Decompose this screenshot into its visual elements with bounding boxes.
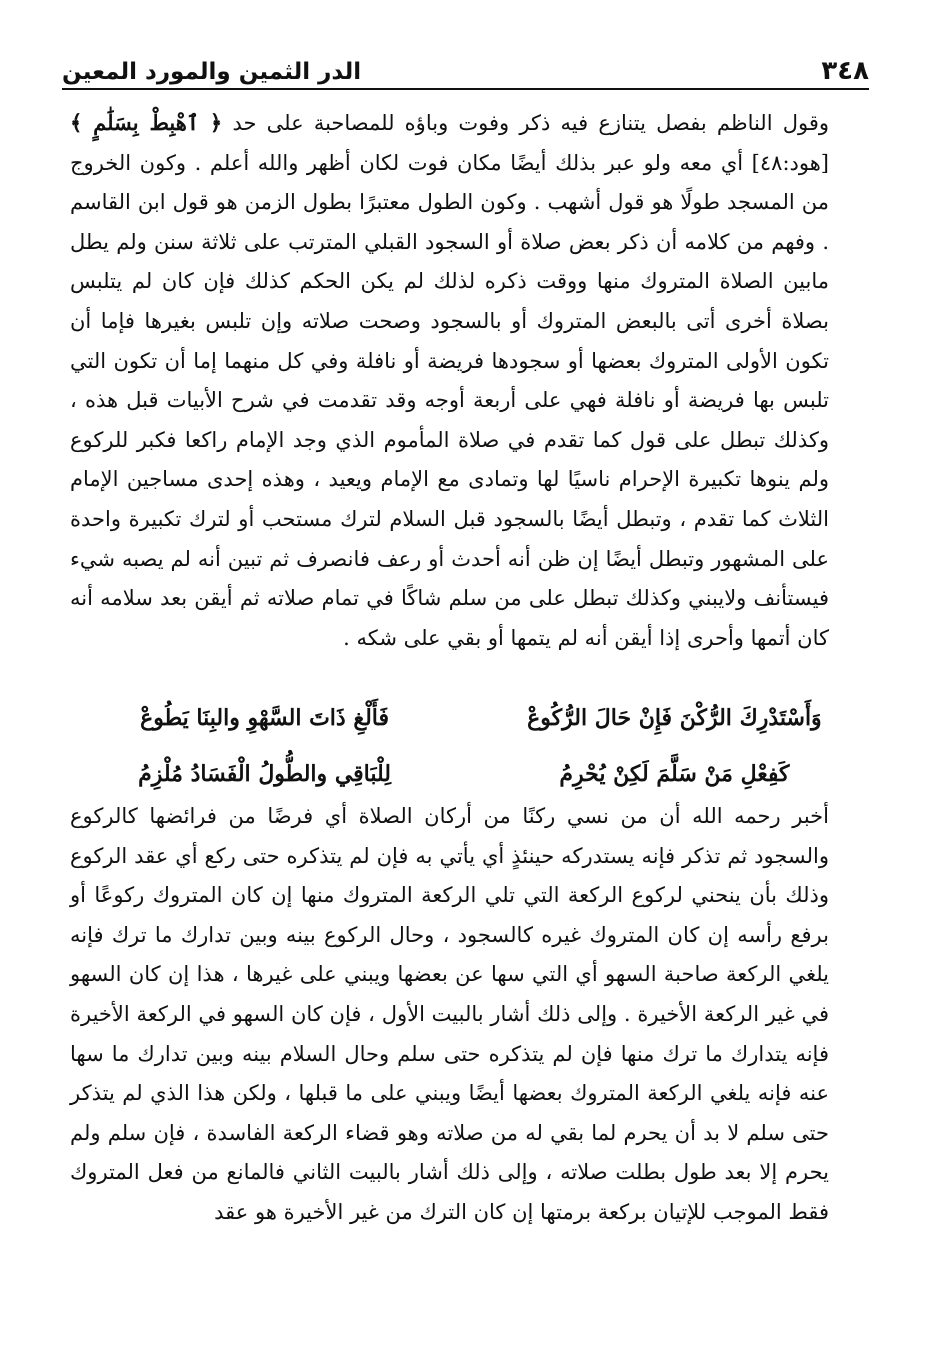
page-number: ٣٤٨ (821, 56, 869, 86)
verse-line (90, 746, 849, 802)
running-title: الدر الثمين والمورد المعين (62, 59, 362, 85)
commentary-paragraph-1 (70, 103, 863, 658)
commentary-opening: وقول الناظم بفصل يتنازع فيه ذكر وفوت وباؤه للمصاحبة على حد (232, 111, 830, 135)
commentary-text: أخبر رحمه الله أن من نسي ركنًا من أركان الصلاة أي فرضًا من فرائضها كالركوع والسجود ثم تذكر فإنه يستدركه حينئذٍ أي يأتي به فإن لم يتذكره حتى ركع أي عقد الركوع وذلك بأن ينحني لركوع الركعة التي تلي الركعة المتروك منها إن كان المتروك ركوعًا أو برفع رأسه إن كان المتروك غيره كالسجود ، وحال الركوع بينه وبين تدارك ما ترك فإنه يلغي الركعة صاحبة السهو أي التي سها عن بعضها ويبني على غيرها ، هذا إن كان السهو في غير الركعة الأخيرة . وإلى ذلك أشار بالبيت الأول ، فإن كان السهو في الركعة الأخيرة فإنه يتدارك ما ترك منها فإن لم يتذكره حتى سلم وحال السلام بينه وبين تدارك ما سها عنه فإنه يلغي الركعة المتروك بعضها أيضًا ويبني على ما قبلها ، ولكن هذا الذي لم يتذكر حتى سلم لا بد أن يحرم لما بقي له من صلاته وهو قضاء الركعة الفاسدة ، فإن سلم ولم يحرم إلا بعد طول بطلت صلاته ، وإلى ذلك أشار بالبيت الثاني فالمانع من فعل المتروك فقط الموجب للإتيان بركعة برمتها إن كان الترك من غير الأخيرة هو عقد (70, 804, 829, 1224)
commentary-body: [هود:٤٨] أي معه ولو عبر بذلك أيضًا مكان فوت لكان أظهر والله أعلم . وكون الخروج من المسجد طولًا هو قول أشهب . وكون الطول معتبرًا بطول الزمن هو قول ابن القاسم . وفهم من كلامه أن ذكر بعض صلاة أو السجود القبلي المترتب على ثلاثة سنن ولم يطل مابين الصلاة المتروك منها ووقت ذكره لذلك لم يكن الحكم كذلك فإن كان لم يتلبس بصلاة أخرى أتى بالبعض المتروك أو بالسجود وصحت صلاته وإن تلبس بغيرها فإما أن تكون الأولى المتروك بعضها أو سجودها فريضة أو نافلة وفي كل منهما إما أن تكون التي تلبس بها فريضة أو نافلة فهي على أربعة أوجه وقد تقدمت في شرح الأبيات قبل هذه ، وكذلك تبطل على قول كما تقدم في صلاة المأموم الذي وجد الإمام راكعا فكبر للركوع ولم ينوها تكبيرة الإحرام ناسيًا لها وتمادى مع الإمام ويعيد ، وهذه إحدى مساجين الإمام الثلاث كما تقدم ، وتبطل أيضًا بالسجود قبل السلام لترك مستحب أو لترك تكبيرة واحدة على المشهور وتبطل أيضًا إن ظن أنه أحدث أو رعف فانصرف ثم تبين أنه لم يصبه شيء فيستأنف ولايبني وكذلك تبطل على من سلم شاكًا في تمام صلاته ثم أيقن بعد سلامه أنه كان أتمها وأحرى إذا أيقن أنه لم يتمها أو بقي على شكه . (70, 150, 829, 650)
quran-quote: ﴿ ٱهْبِطْ بِسَلَٰمٍ ﴾ (70, 110, 223, 135)
verse-first-hemistich: كَفِعْلِ مَنْ سَلَّمَ لَكِنْ يُحْرِمُ (559, 761, 790, 787)
poem-verses (90, 690, 849, 802)
verse-second-hemistich: فَأَلْغِ ذَاتَ السَّهْوِ والبِنَا يَطُوعْ (140, 705, 390, 731)
verse-second-hemistich: لِلْبَاقِي والطُّولُ الْفَسَادُ مُلْزِمُ (138, 761, 392, 787)
verse-line (90, 690, 849, 746)
page-header (62, 46, 869, 90)
verse-first-hemistich: وَأَسْتَدْرِكَ الرُّكْنَ فَإِنْ حَالَ الرُّكُوعْ (527, 705, 822, 731)
commentary-paragraph-2 (70, 797, 863, 1233)
